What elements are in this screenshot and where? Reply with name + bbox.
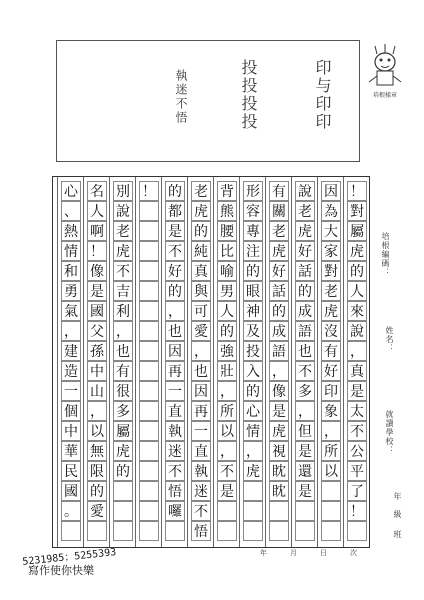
grid-cell: 悟: [165, 481, 185, 501]
grid-cell: 的: [295, 281, 315, 301]
grid-cell: 不: [347, 421, 367, 441]
grid-cell: ，: [191, 341, 211, 361]
grid-cell: 直: [191, 441, 211, 461]
grid-cell: 的: [165, 181, 185, 201]
grid-cell: 真: [191, 261, 211, 281]
grid-cell: [61, 521, 81, 541]
grid-cell: 建: [61, 341, 81, 361]
grid-cell: 眈: [269, 481, 289, 501]
name-label: 姓名：: [385, 326, 394, 353]
grid-cell: 像: [269, 381, 289, 401]
grid-cell: 有: [269, 181, 289, 201]
grid-cell: 沒: [321, 321, 341, 341]
writing-grid: [52, 176, 370, 548]
grid-cell: 男: [217, 281, 237, 301]
grid-cell: 再: [165, 361, 185, 381]
grid-cell: 老: [269, 221, 289, 241]
grid-cell: 可: [191, 301, 211, 321]
grid-cell: 成: [269, 321, 289, 341]
grid-cell: [165, 521, 185, 541]
grid-cell: 以: [321, 461, 341, 481]
grid-cell: 人: [347, 281, 367, 301]
grid-cell: 比: [217, 241, 237, 261]
grid-cell: 腰: [217, 221, 237, 241]
grid-cell: 愛: [87, 501, 107, 521]
grid-cell: 虎: [347, 241, 367, 261]
grid-cell: 迷: [165, 441, 185, 461]
grid-cell: [139, 381, 159, 401]
grid-cell: 的: [87, 481, 107, 501]
grid-cell: 因: [165, 341, 185, 361]
grid-cell: 無: [87, 441, 107, 461]
grid-cell: [243, 501, 263, 521]
grid-cell: 是: [217, 481, 237, 501]
grid-cell: 造: [61, 361, 81, 381]
grid-cell: 和: [61, 261, 81, 281]
comment-col-throw: 投投投投: [239, 59, 258, 131]
grid-cell: 真: [347, 361, 367, 381]
grid-cell: [139, 521, 159, 541]
grid-column: [265, 177, 292, 547]
grid-cell: 好: [295, 241, 315, 261]
grid-cell: 背: [217, 181, 237, 201]
grid-cell: 以: [217, 421, 237, 441]
grid-cell: 來: [347, 301, 367, 321]
grid-cell: 虎: [269, 241, 289, 261]
grid-cell: [243, 521, 263, 541]
grid-cell: 中: [87, 361, 107, 381]
grid-cell: 民: [61, 461, 81, 481]
grid-cell: 老: [321, 281, 341, 301]
date-month: 月: [290, 549, 297, 557]
grid-cell: 孫: [87, 341, 107, 361]
grid-cell: 是: [269, 401, 289, 421]
grid-cell: 虎: [269, 421, 289, 441]
grid-column: [109, 177, 136, 547]
grid-cell: 、: [61, 201, 81, 221]
grid-cell: 不: [165, 241, 185, 261]
grid-cell: 與: [191, 281, 211, 301]
footer-slogan: 寫作使你快樂: [28, 564, 94, 577]
grid-cell: 投: [243, 341, 263, 361]
grid-cell: 壯: [217, 361, 237, 381]
grid-cell: 也: [295, 341, 315, 361]
grid-cell: ，: [347, 341, 367, 361]
grid-cell: [113, 481, 133, 501]
grid-cell: 迷: [191, 481, 211, 501]
grid-cell: 說: [295, 181, 315, 201]
grid-cell: 是: [295, 481, 315, 501]
grid-column: [291, 177, 318, 547]
grid-cell: 對: [321, 261, 341, 281]
grid-cell: ，: [217, 441, 237, 461]
grid-cell: 華: [61, 441, 81, 461]
grid-cell: 為: [321, 201, 341, 221]
grid-cell: 虎: [321, 301, 341, 321]
grid-cell: 專: [243, 221, 263, 241]
grid-cell: 也: [113, 341, 133, 361]
grid-cell: 的: [347, 261, 367, 281]
grid-cell: 但: [295, 421, 315, 441]
grid-cell: [217, 501, 237, 521]
grid-cell: ！: [347, 181, 367, 201]
date-day: 日: [320, 549, 327, 557]
grid-cell: 執: [165, 421, 185, 441]
bacon-mascot-icon: [365, 40, 405, 96]
grid-cell: 虎: [243, 461, 263, 481]
grid-cell: 容: [243, 201, 263, 221]
grid-cell: 再: [191, 401, 211, 421]
grid-column: [161, 177, 188, 547]
grid-cell: 太: [347, 401, 367, 421]
grid-cell: 印: [321, 381, 341, 401]
grid-cell: ，: [113, 321, 133, 341]
grid-cell: 不: [217, 461, 237, 481]
grid-cell: ，: [87, 401, 107, 421]
grid-cell: 氣: [61, 301, 81, 321]
grid-column: [135, 177, 162, 547]
class-label: 班: [393, 530, 402, 539]
grid-cell: 國: [61, 481, 81, 501]
grid-cell: ！: [87, 241, 107, 261]
grid-cell: 說: [347, 321, 367, 341]
grid-cell: 人: [217, 301, 237, 321]
grade-label: 年 級: [393, 492, 402, 519]
grid-column: [57, 177, 84, 547]
grid-cell: [347, 521, 367, 541]
grid-cell: ，: [321, 421, 341, 441]
grid-cell: 不: [165, 461, 185, 481]
grid-cell: 虎: [191, 201, 211, 221]
grid-cell: [269, 501, 289, 521]
grid-column: [343, 177, 370, 547]
teacher-comment-box: [56, 40, 360, 162]
grid-cell: [139, 441, 159, 461]
grid-cell: ！: [139, 181, 159, 201]
grid-cell: 也: [191, 361, 211, 381]
grid-cell: 都: [165, 201, 185, 221]
comment-col-stamps: 印与印印: [313, 59, 332, 131]
grid-cell: 像: [87, 261, 107, 281]
grid-cell: [139, 481, 159, 501]
grid-cell: 好: [165, 261, 185, 281]
grid-cell: 語: [269, 341, 289, 361]
grid-cell: 強: [217, 341, 237, 361]
grid-cell: 一: [61, 381, 81, 401]
grid-cell: [139, 261, 159, 281]
grid-cell: [295, 521, 315, 541]
grid-cell: 啊: [87, 221, 107, 241]
grid-cell: 以: [87, 421, 107, 441]
footer-id: 5231985；5255393: [21, 547, 117, 568]
grid-cell: 是: [347, 381, 367, 401]
grid-cell: 直: [165, 401, 185, 421]
grid-cell: [87, 521, 107, 541]
grid-cell: [295, 501, 315, 521]
grid-cell: 情: [61, 241, 81, 261]
grid-cell: 純: [191, 241, 211, 261]
grid-cell: 是: [87, 281, 107, 301]
grid-cell: 眈: [269, 461, 289, 481]
grid-cell: 家: [321, 241, 341, 261]
grid-cell: 心: [61, 181, 81, 201]
grid-cell: 屬: [347, 221, 367, 241]
grid-cell: [321, 521, 341, 541]
grid-cell: 的: [113, 461, 133, 481]
grid-cell: 不: [295, 361, 315, 381]
grid-cell: 公: [347, 441, 367, 461]
grid-column: [83, 177, 110, 547]
grid-cell: 因: [321, 181, 341, 201]
grid-cell: 形: [243, 181, 263, 201]
grid-cell: 眼: [243, 281, 263, 301]
comment-col-obsessed: 執迷不悟: [174, 69, 188, 125]
grid-cell: 對: [347, 201, 367, 221]
grid-cell: 老: [295, 201, 315, 221]
grid-cell: 大: [321, 221, 341, 241]
grid-cell: [243, 481, 263, 501]
grid-cell: 熊: [217, 201, 237, 221]
grid-cell: 平: [347, 461, 367, 481]
grid-cell: [139, 501, 159, 521]
grid-cell: 悟: [191, 521, 211, 541]
grid-cell: [139, 301, 159, 321]
grid-cell: ，: [217, 381, 237, 401]
date-term: 次: [350, 549, 357, 557]
grid-cell: 有: [113, 361, 133, 381]
grid-cell: [139, 401, 159, 421]
grid-cell: 所: [217, 401, 237, 421]
grid-cell: ，: [269, 361, 289, 381]
grid-cell: 不: [191, 501, 211, 521]
date-year: 年: [260, 549, 267, 557]
grid-cell: 成: [295, 301, 315, 321]
grid-cell: 山: [87, 381, 107, 401]
grid-cell: 老: [191, 181, 211, 201]
grid-cell: [139, 281, 159, 301]
grid-cell: [113, 501, 133, 521]
grid-cell: 屬: [113, 421, 133, 441]
grid-cell: 名: [87, 181, 107, 201]
grid-cell: [139, 341, 159, 361]
grid-cell: 心: [243, 401, 263, 421]
grid-cell: 虎: [113, 441, 133, 461]
grid-cell: 。: [61, 501, 81, 521]
grid-cell: 及: [243, 321, 263, 341]
grid-cell: 入: [243, 361, 263, 381]
grid-cell: 虎: [295, 221, 315, 241]
grid-cell: 好: [321, 361, 341, 381]
school-label: 就讀學校：: [385, 410, 394, 455]
grid-cell: 話: [269, 281, 289, 301]
grid-cell: 關: [269, 201, 289, 221]
grid-cell: ，: [165, 301, 185, 321]
grid-cell: 勇: [61, 281, 81, 301]
grid-cell: 情: [243, 421, 263, 441]
grid-cell: 說: [113, 201, 133, 221]
grid-cell: 好: [269, 261, 289, 281]
grid-column: [187, 177, 214, 547]
grid-cell: [321, 501, 341, 521]
grid-cell: 一: [191, 421, 211, 441]
grid-cell: 國: [87, 301, 107, 321]
grid-cell: 虎: [113, 241, 133, 261]
grid-cell: 象: [321, 401, 341, 421]
grid-cell: 的: [165, 281, 185, 301]
grid-cell: 注: [243, 241, 263, 261]
grid-cell: ，: [61, 321, 81, 341]
grid-cell: 多: [295, 381, 315, 401]
grid-cell: [139, 321, 159, 341]
grid-cell: 愛: [191, 321, 211, 341]
grid-cell: 有: [321, 341, 341, 361]
grid-cell: 不: [113, 261, 133, 281]
grid-cell: 的: [243, 381, 263, 401]
grid-cell: 吉: [113, 281, 133, 301]
grid-cell: 老: [113, 221, 133, 241]
grid-cell: 囉: [165, 501, 185, 521]
grid-column: [317, 177, 344, 547]
grid-cell: [269, 521, 289, 541]
grid-cell: 執: [191, 461, 211, 481]
grid-cell: 熱: [61, 221, 81, 241]
grid-cell: 語: [295, 321, 315, 341]
grid-cell: [139, 421, 159, 441]
grid-column: [213, 177, 240, 547]
grid-cell: 父: [87, 321, 107, 341]
grid-cell: [217, 521, 237, 541]
grid-cell: 的: [191, 221, 211, 241]
grid-column: [239, 177, 266, 547]
grid-cell: 的: [217, 321, 237, 341]
grid-cell: 視: [269, 441, 289, 461]
grid-cell: 利: [113, 301, 133, 321]
grid-cell: 了: [347, 481, 367, 501]
grid-cell: [113, 521, 133, 541]
grid-cell: [321, 481, 341, 501]
grid-cell: 是: [165, 221, 185, 241]
grid-cell: 喻: [217, 261, 237, 281]
grid-cell: 也: [165, 321, 185, 341]
grid-cell: 一: [165, 381, 185, 401]
grid-cell: 很: [113, 381, 133, 401]
grid-cell: 是: [295, 441, 315, 461]
grid-cell: 的: [269, 301, 289, 321]
grid-cell: 話: [295, 261, 315, 281]
grid-cell: 所: [321, 441, 341, 461]
logo-caption: 培根樣章: [372, 92, 397, 99]
grid-cell: [139, 221, 159, 241]
grid-cell: ，: [295, 401, 315, 421]
grid-cell: 多: [113, 401, 133, 421]
grid-cell: 個: [61, 401, 81, 421]
grid-cell: 中: [61, 421, 81, 441]
grid-cell: [139, 361, 159, 381]
grid-cell: ，: [243, 441, 263, 461]
grid-cell: 人: [87, 201, 107, 221]
grid-cell: [139, 461, 159, 481]
grid-cell: 限: [87, 461, 107, 481]
grid-cell: 的: [243, 261, 263, 281]
grid-cell: 還: [295, 461, 315, 481]
grid-cell: [139, 201, 159, 221]
grid-cell: 神: [243, 301, 263, 321]
grid-cell: 別: [113, 181, 133, 201]
grid-cell: ！: [347, 501, 367, 521]
grid-cell: 因: [191, 381, 211, 401]
grid-cell: [139, 241, 159, 261]
pen-name-label: 培根編碼：: [381, 232, 390, 277]
